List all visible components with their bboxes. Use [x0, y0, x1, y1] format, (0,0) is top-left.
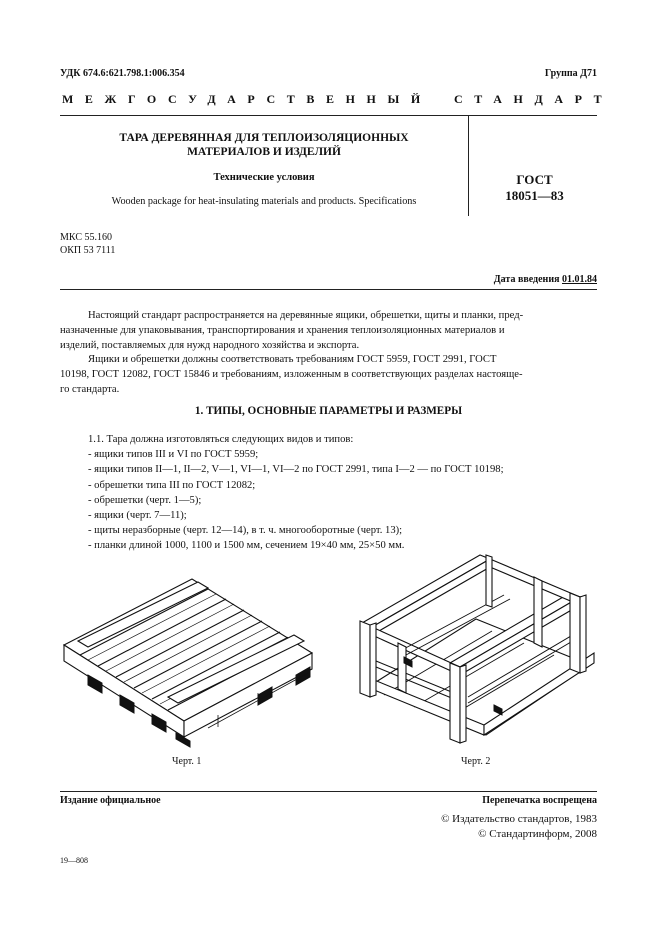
- mks-code: МКС 55.160: [60, 232, 112, 243]
- figure-1-caption: Черт. 1: [172, 756, 202, 767]
- list-item: - обрешетки (черт. 1—5);: [88, 494, 202, 506]
- title-line-1: ТАРА ДЕРЕВЯННАЯ ДЛЯ ТЕПЛОИЗОЛЯЦИОННЫХ: [119, 132, 409, 144]
- list-item: - ящики (черт. 7—11);: [88, 510, 187, 522]
- banner-left: МЕЖГОСУДАРСТВЕННЫЙ: [62, 92, 432, 106]
- header-rule: [60, 115, 597, 116]
- classification-codes: [60, 231, 115, 257]
- intro-date-value: 01.01.84: [562, 274, 597, 285]
- section-heading: 1. ТИПЫ, ОСНОВНЫЕ ПАРАМЕТРЫ И РАЗМЕРЫ: [194, 405, 463, 417]
- paragraph-1: [60, 308, 597, 353]
- para2-line-3: го стандарта.: [60, 384, 120, 395]
- group-code: Группа Д71: [544, 68, 597, 79]
- para2-line-2: 10198, ГОСТ 12082, ГОСТ 15846 и требованиям, изложенным в соответствующих разделах настояще-: [60, 369, 523, 380]
- types-list: [88, 432, 504, 554]
- english-title: Wooden package for heat-insulating materials and products. Specifications: [111, 196, 417, 207]
- reprint-notice: Перепечатка воспрещена: [482, 795, 597, 806]
- okp-code: ОКП 53 7111: [60, 245, 116, 256]
- figure-1-drawing: [58, 575, 320, 750]
- intro-date-label: Дата введения: [493, 274, 560, 285]
- para1-line-1: Настоящий стандарт распространяется на деревянные ящики, обрешетки, щиты и планки, пред-: [88, 310, 524, 321]
- subtitle: Технические условия: [213, 172, 315, 183]
- crate-top-rail: [362, 555, 490, 627]
- gost-designation: [472, 172, 597, 204]
- list-item: - щиты неразборные (черт. 12—14), в т. ч. многооборотные (черт. 13);: [88, 525, 403, 537]
- footer-rule: [60, 791, 597, 792]
- date-rule: [60, 289, 597, 290]
- para1-line-3: изделий, поставляемых для нужд народного хозяйства и экспорта.: [60, 340, 360, 351]
- list-item: - ящики типов II—1, II—2, V—1, VI—1, VI—2 по ГОСТ 2991, типа I—2 — по ГОСТ 10198;: [88, 464, 504, 476]
- figure-2-drawing: [354, 547, 604, 752]
- copyright-line: © Издательство стандартов, 1983: [441, 813, 597, 825]
- print-code: 19—808: [60, 856, 88, 865]
- udk-code: УДК 674.6:621.798.1:006.354: [60, 68, 185, 79]
- para2-line-1: Ящики и обрешетки должны соответствовать требованиям ГОСТ 5959, ГОСТ 2991, ГОСТ: [88, 354, 497, 365]
- gost-number: 18051—83: [505, 188, 564, 203]
- gost-label: ГОСТ: [516, 172, 553, 187]
- list-item: - планки длиной 1000, 1100 и 1500 мм, сечением 19×40 мм, 25×50 мм.: [88, 540, 405, 552]
- list-item: - обрешетки типа III по ГОСТ 12082;: [88, 479, 256, 491]
- figure-2-caption: Черт. 2: [461, 756, 491, 767]
- banner-right: СТАНДАРТ: [454, 92, 614, 106]
- list-item: - ящики типов III и VI по ГОСТ 5959;: [88, 449, 259, 461]
- intro-date: [494, 274, 597, 285]
- title-line-2: МАТЕРИАЛОВ И ИЗДЕЛИЙ: [187, 146, 341, 158]
- copyright-line: © Стандартинформ, 2008: [478, 828, 597, 840]
- paragraph-2: [60, 352, 597, 397]
- copyright-block: [441, 812, 597, 842]
- title-divider: [468, 115, 469, 216]
- list-intro: 1.1. Тара должна изготовляться следующих видов и типов:: [88, 434, 354, 445]
- standard-title: [64, 131, 464, 159]
- official-edition: Издание официальное: [60, 795, 161, 806]
- para1-line-2: назначенные для упаковывания, транспортирования и хранения теплоизоляционных материалов и: [60, 325, 505, 336]
